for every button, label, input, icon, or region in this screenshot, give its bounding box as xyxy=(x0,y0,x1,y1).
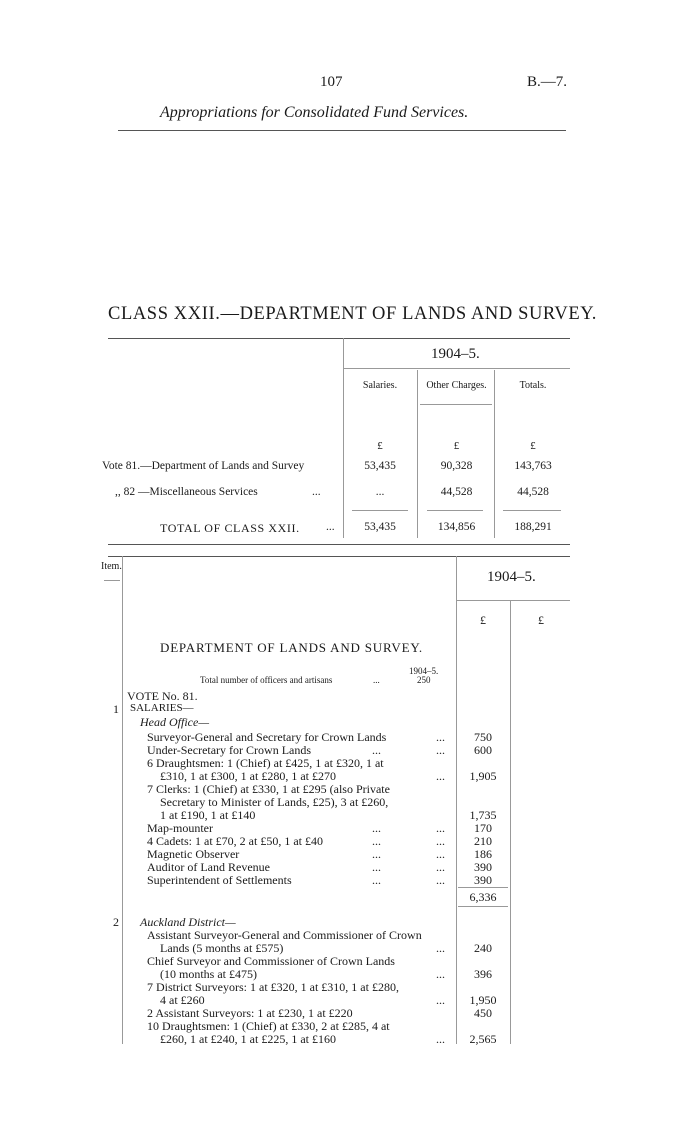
line-text: Surveyor-General and Secretary for Crown Lands xyxy=(147,730,387,744)
detail-currency-1: £ xyxy=(480,613,486,627)
subtotal-amount: 6,336 xyxy=(469,890,497,904)
col-other-charges: Other Charges. xyxy=(426,380,487,391)
line-text: Assistant Surveyor-General and Commissioner of Crown xyxy=(147,928,422,942)
summary-top-rule xyxy=(108,338,570,339)
col-totals: Totals. xyxy=(519,380,547,391)
line-dots: ... xyxy=(372,847,381,861)
line-text: (10 months at £475) xyxy=(160,967,257,981)
line-text: Magnetic Observer xyxy=(147,847,240,861)
amount: 186 xyxy=(474,847,492,861)
header-rule xyxy=(118,130,566,131)
summary-row-total: 44,528 xyxy=(517,486,549,498)
line-dots: ... xyxy=(372,834,381,848)
amount: 210 xyxy=(474,834,492,848)
line-dots: ... xyxy=(436,967,445,981)
col-salaries: Salaries. xyxy=(362,380,398,391)
detail-currency-2: £ xyxy=(538,613,544,627)
line-dots: ... xyxy=(372,860,381,874)
summary-row-total: 143,763 xyxy=(514,460,552,472)
document-reference: B.—7. xyxy=(527,74,568,90)
amount: 1,905 xyxy=(469,769,497,783)
line-text: 7 Clerks: 1 (Chief) at £330, 1 at £295 (also Private xyxy=(147,782,390,796)
line-dots: ... xyxy=(436,1032,445,1046)
line-dots: ... xyxy=(436,847,445,861)
amount: 450 xyxy=(474,1006,492,1020)
line-dots: ... xyxy=(436,821,445,835)
line-dots: ... xyxy=(436,993,445,1007)
line-dots: ... xyxy=(436,730,445,744)
line-text: 1 at £190, 1 at £140 xyxy=(160,808,256,822)
line-text: Superintendent of Settlements xyxy=(147,873,292,887)
currency-salaries: £ xyxy=(377,440,383,452)
line-text: 4 at £260 xyxy=(160,993,205,1007)
amount: 750 xyxy=(474,730,492,744)
summary-row-other: 44,528 xyxy=(440,486,473,498)
auckland-heading: Auckland District— xyxy=(140,915,236,929)
head-office-heading: Head Office— xyxy=(140,715,209,729)
line-dots: ... xyxy=(372,873,381,887)
line-text: Under-Secretary for Crown Lands xyxy=(147,743,312,757)
amount: 600 xyxy=(474,743,492,757)
officers-label: Total number of officers and artisans xyxy=(200,675,333,685)
line-dots: ... xyxy=(436,941,445,955)
line-text: 2 Assistant Surveyors: 1 at £230, 1 at £220 xyxy=(147,1006,353,1020)
amount: 1,950 xyxy=(469,993,497,1007)
line-dots: ... xyxy=(436,860,445,874)
amount: 396 xyxy=(474,967,492,981)
line-text: 4 Cadets: 1 at £70, 2 at £50, 1 at £40 xyxy=(147,834,323,848)
summary-row-salaries: ... xyxy=(375,486,385,498)
detail-year: 1904–5. xyxy=(487,569,536,585)
line-text: 10 Draughtsmen: 1 (Chief) at £330, 2 at £285, 4 at xyxy=(147,1019,390,1033)
vote-heading: VOTE No. 81. xyxy=(127,689,198,703)
line-dots: ... xyxy=(372,821,381,835)
page-subtitle: Appropriations for Consolidated Fund Services. xyxy=(160,104,469,121)
summary-row-salaries: 53,435 xyxy=(364,460,396,472)
line-text: Map-mounter xyxy=(147,821,213,835)
line-text: 6 Draughtsmen: 1 (Chief) at £425, 1 at £320, 1 at xyxy=(147,756,384,770)
line-dots: ... xyxy=(436,769,445,783)
line-dots: ... xyxy=(436,743,445,757)
line-text: Lands (5 months at £575) xyxy=(160,941,284,955)
officers-count: 250 xyxy=(417,675,431,685)
amount: 390 xyxy=(474,860,492,874)
line-text: Secretary to Minister of Lands, £25), 3 at £260, xyxy=(160,795,389,809)
officers-year: 1904–5. xyxy=(409,666,439,676)
summary-row-label: ,, 82 —Miscellaneous Services xyxy=(115,486,258,498)
summary-total-salaries: 53,435 xyxy=(364,521,396,533)
line-dots: ... xyxy=(372,743,381,757)
item-number: 1 xyxy=(113,702,119,716)
amount: 1,735 xyxy=(469,808,497,822)
summary-total-other: 134,856 xyxy=(437,521,476,533)
officers-dots: ... xyxy=(373,675,380,685)
summary-row-other: 90,328 xyxy=(440,460,473,472)
class-title: CLASS XXII.—DEPARTMENT OF LANDS AND SURVEY. xyxy=(108,304,598,324)
line-text: £310, 1 at £300, 1 at £280, 1 at £270 xyxy=(160,769,336,783)
page-number: 107 xyxy=(320,74,343,90)
summary-total-label: TOTAL OF CLASS XXII. xyxy=(160,521,300,535)
line-text: £260, 1 at £240, 1 at £225, 1 at £160 xyxy=(160,1032,336,1046)
line-text: Auditor of Land Revenue xyxy=(147,860,270,874)
salaries-heading: SALARIES— xyxy=(130,702,194,714)
amount: 2,565 xyxy=(469,1032,497,1046)
summary-year: 1904–5. xyxy=(431,346,480,362)
amount: 240 xyxy=(474,941,492,955)
line-dots: ... xyxy=(436,834,445,848)
line-text: 7 District Surveyors: 1 at £320, 1 at £310, 1 at £280, xyxy=(147,980,399,994)
detail-top-rule xyxy=(108,556,570,557)
line-dots: ... xyxy=(436,873,445,887)
currency-other: £ xyxy=(453,440,460,452)
summary-total-dots: ... xyxy=(326,521,335,533)
currency-totals: £ xyxy=(530,440,536,452)
amount: 390 xyxy=(474,873,492,887)
summary-row-dots: ... xyxy=(312,486,321,498)
item-header: Item. xyxy=(101,561,122,572)
summary-total-total: 188,291 xyxy=(514,521,552,533)
department-heading: DEPARTMENT OF LANDS AND SURVEY. xyxy=(160,640,423,655)
amount: 170 xyxy=(474,821,492,835)
line-text: Chief Surveyor and Commissioner of Crown Lands xyxy=(147,954,395,968)
item-number: 2 xyxy=(113,915,119,929)
summary-row-label: Vote 81.—Department of Lands and Survey xyxy=(102,460,305,472)
